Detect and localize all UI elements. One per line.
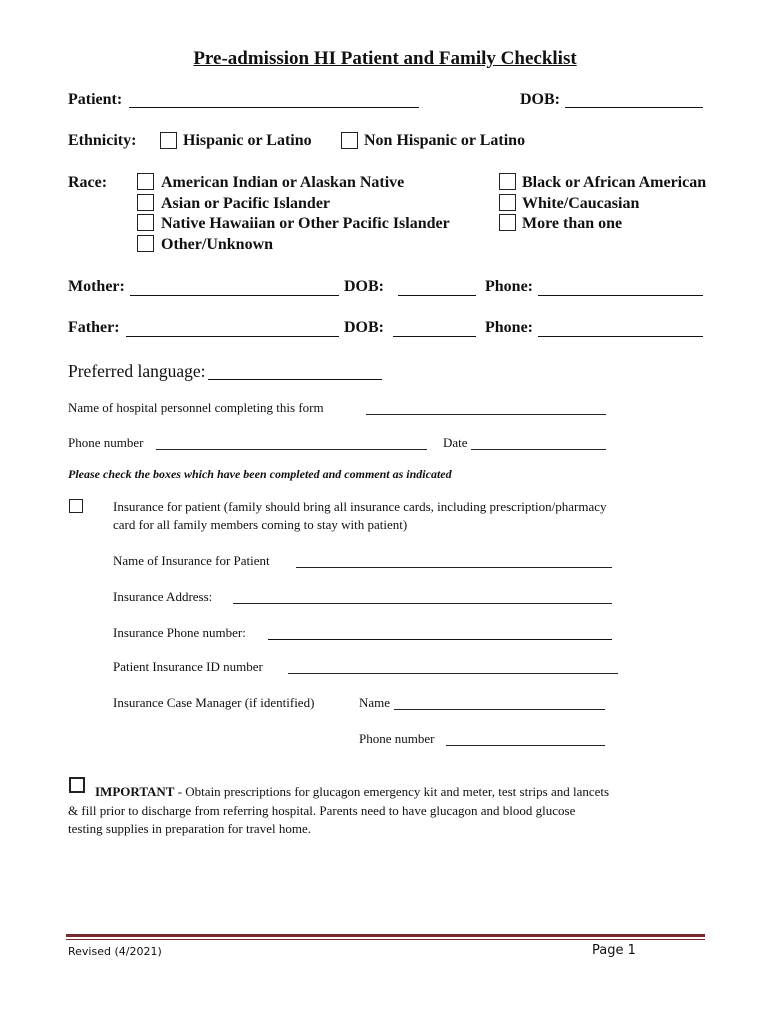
preferred-language-label: Preferred language:: [68, 361, 206, 381]
patient-dob-field[interactable]: [565, 91, 703, 108]
mother-dob-label: DOB:: [344, 278, 384, 295]
case-manager-label: Insurance Case Manager (if identified): [113, 695, 315, 710]
father-dob-field[interactable]: [393, 320, 476, 337]
preferred-language-field[interactable]: [208, 363, 382, 380]
insurance-address-label: Insurance Address:: [113, 589, 213, 604]
important-line2: & fill prior to discharge from referring hospital. Parents need to have glucagon and blood glucose: [68, 803, 576, 818]
phone-number-label: Phone number: [68, 435, 144, 450]
ethnicity-non-hispanic-checkbox[interactable]: [341, 132, 358, 149]
important-checkbox[interactable]: [69, 777, 85, 793]
phone-number-field[interactable]: [156, 435, 427, 450]
race-native-hawaiian-checkbox[interactable]: [137, 214, 154, 231]
ethnicity-non-hispanic-label: Non Hispanic or Latino: [364, 132, 526, 149]
insurance-id-label: Patient Insurance ID number: [113, 659, 263, 674]
important-line1: [95, 784, 609, 800]
insurance-id-field[interactable]: [288, 659, 618, 674]
insurance-name-field[interactable]: [296, 553, 612, 568]
race-more-than-one-checkbox[interactable]: [499, 214, 516, 231]
important-line1-text: - Obtain prescriptions for glucagon emergency kit and meter, test strips and lancets: [174, 784, 610, 799]
father-phone-field[interactable]: [538, 320, 703, 337]
mother-phone-label: Phone:: [485, 278, 533, 295]
race-asian-checkbox[interactable]: [137, 194, 154, 211]
father-phone-label: Phone:: [485, 319, 533, 336]
race-american-indian-label: American Indian or Alaskan Native: [161, 174, 405, 191]
insurance-name-label: Name of Insurance for Patient: [113, 553, 270, 568]
insurance-text-line1: Insurance for patient (family should bring all insurance cards, including prescription/pharmacy: [113, 499, 607, 514]
father-name-field[interactable]: [126, 320, 339, 337]
race-white-checkbox[interactable]: [499, 194, 516, 211]
mother-label: Mother:: [68, 278, 125, 295]
case-manager-phone-label: Phone number: [359, 731, 435, 746]
mother-phone-field[interactable]: [538, 279, 703, 296]
patient-label: Patient:: [68, 91, 123, 108]
race-label: Race:: [68, 174, 108, 191]
race-other-label: Other/Unknown: [161, 236, 274, 253]
date-label: Date: [443, 435, 468, 450]
insurance-text-line2: card for all family members coming to stay with patient): [113, 517, 408, 532]
race-black-checkbox[interactable]: [499, 173, 516, 190]
race-black-label: Black or African American: [522, 174, 707, 191]
case-manager-phone-field[interactable]: [446, 731, 605, 746]
footer-rule-thin: [66, 939, 705, 940]
hospital-personnel-field[interactable]: [366, 400, 606, 415]
father-dob-label: DOB:: [344, 319, 384, 336]
instructions-text: Please check the boxes which have been completed and comment as indicated: [68, 467, 452, 481]
insurance-address-field[interactable]: [233, 589, 612, 604]
race-more-than-one-label: More than one: [522, 215, 623, 232]
ethnicity-hispanic-checkbox[interactable]: [160, 132, 177, 149]
patient-name-field[interactable]: [129, 91, 419, 108]
race-american-indian-checkbox[interactable]: [137, 173, 154, 190]
patient-dob-label: DOB:: [520, 91, 560, 108]
race-native-hawaiian-label: Native Hawaiian or Other Pacific Islander: [161, 215, 450, 232]
hospital-personnel-label: Name of hospital personnel completing this form: [68, 400, 324, 415]
footer-revised: Revised (4/2021): [68, 945, 162, 958]
ethnicity-hispanic-label: Hispanic or Latino: [183, 132, 312, 149]
father-label: Father:: [68, 319, 120, 336]
date-field[interactable]: [471, 435, 606, 450]
race-white-label: White/Caucasian: [522, 195, 640, 212]
race-other-checkbox[interactable]: [137, 235, 154, 252]
page-title: Pre-admission HI Patient and Family Checklist: [193, 48, 577, 69]
mother-name-field[interactable]: [130, 279, 339, 296]
case-manager-name-field[interactable]: [394, 695, 605, 710]
insurance-phone-label: Insurance Phone number:: [113, 625, 246, 640]
important-heading: IMPORTANT: [95, 784, 175, 799]
race-asian-label: Asian or Pacific Islander: [161, 195, 331, 212]
ethnicity-label: Ethnicity:: [68, 132, 137, 149]
important-line3: testing supplies in preparation for travel home.: [68, 821, 311, 836]
mother-dob-field[interactable]: [398, 279, 476, 296]
footer-rule: [66, 934, 705, 937]
footer-page-number: Page 1: [592, 943, 636, 958]
insurance-checkbox[interactable]: [69, 499, 83, 513]
insurance-phone-field[interactable]: [268, 625, 612, 640]
case-manager-name-label: Name: [359, 695, 391, 710]
